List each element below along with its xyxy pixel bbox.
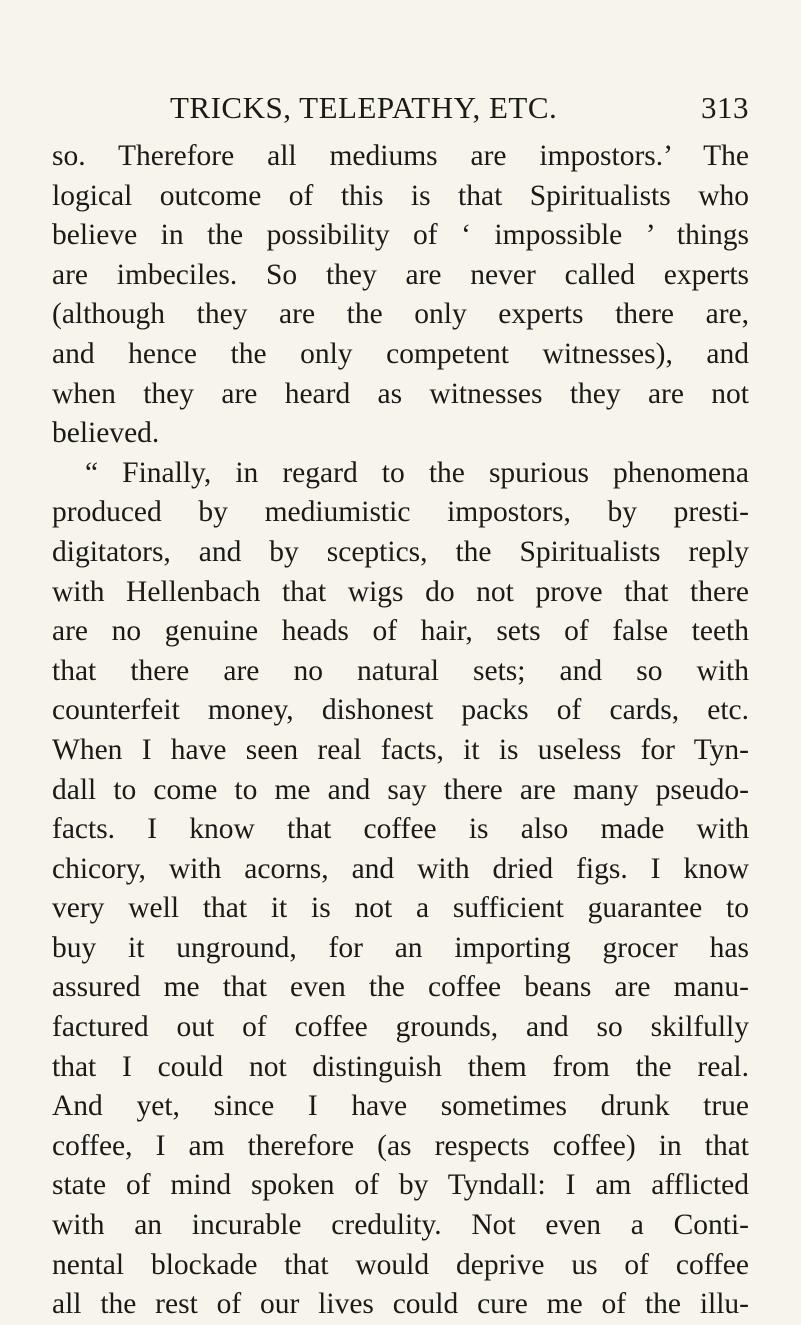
text-line: coffee, I am therefore (as respects coffee) in that	[52, 1129, 749, 1162]
text-line: and hence the only competent witnesses), and	[52, 337, 749, 370]
text-line: all the rest of our lives could cure me of the illu-	[52, 1288, 749, 1321]
text-line: factured out of coffee grounds, and so skilfully	[52, 1011, 749, 1044]
text-line: “ Finally, in regard to the spurious phenomena	[85, 456, 749, 489]
paragraph	[52, 454, 749, 1325]
text-line: chicory, with acorns, and with dried figs. I know	[52, 852, 749, 885]
text-line: counterfeit money, dishonest packs of cards, etc.	[52, 694, 749, 727]
text-line: are imbeciles. So they are never called experts	[52, 258, 749, 291]
text-line: when they are heard as witnesses they are not	[52, 377, 749, 410]
text-line: nental blockade that would deprive us of coffee	[52, 1248, 749, 1281]
text-line: (although they are the only experts there are,	[52, 298, 749, 331]
text-line: with Hellenbach that wigs do not prove that there	[52, 575, 749, 608]
text-line: buy it unground, for an importing grocer has	[52, 931, 749, 964]
paragraph	[52, 137, 749, 454]
text-line: dall to come to me and say there are many pseudo-	[52, 773, 749, 806]
running-title: TRICKS, TELEPATHY, ETC.	[170, 90, 558, 125]
running-head	[52, 90, 749, 130]
text-line: very well that it is not a sufficient guarantee to	[52, 892, 749, 925]
text-line: believed.	[52, 417, 160, 450]
text-line: are no genuine heads of hair, sets of false teeth	[52, 615, 749, 648]
body-text	[52, 137, 749, 1325]
text-line: When I have seen real facts, it is useless for Tyn-	[52, 733, 749, 766]
text-line: that I could not distinguish them from the real.	[52, 1050, 749, 1083]
text-line: digitators, and by sceptics, the Spiritualists reply	[52, 535, 749, 568]
text-line: And yet, since I have sometimes drunk true	[52, 1090, 749, 1123]
text-line: facts. I know that coffee is also made with	[52, 813, 749, 846]
text-line: so. Therefore all mediums are impostors.’ The	[52, 140, 749, 172]
text-line: logical outcome of this is that Spiritualists who	[52, 179, 749, 212]
text-line: that there are no natural sets; and so with	[52, 654, 749, 687]
text-line: assured me that even the coffee beans are manu-	[52, 971, 749, 1004]
page-number: 313	[701, 90, 749, 125]
text-line: state of mind spoken of by Tyndall: I am afflicted	[52, 1169, 749, 1202]
text-line: believe in the possibility of ‘ impossible ’ things	[52, 219, 749, 252]
text-line: with an incurable credulity. Not even a Conti-	[52, 1209, 749, 1242]
text-line: produced by mediumistic impostors, by presti-	[52, 496, 749, 529]
